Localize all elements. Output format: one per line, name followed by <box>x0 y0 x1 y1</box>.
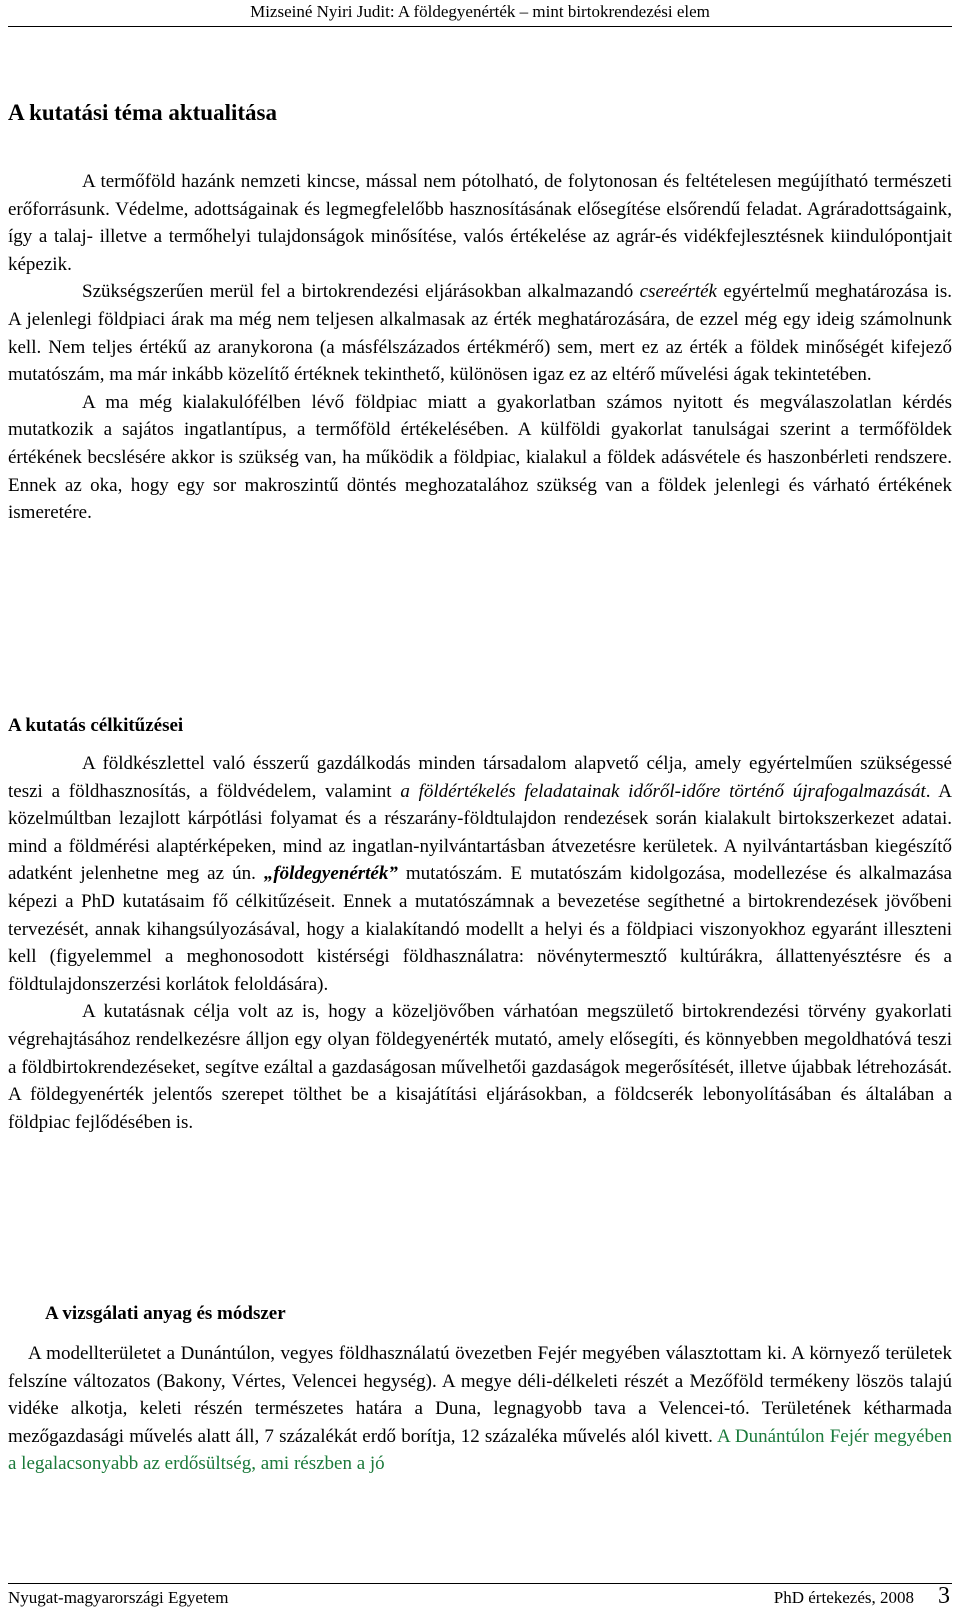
footer-rule <box>8 1583 952 1584</box>
page-number: 3 <box>938 1583 950 1609</box>
text-run: egyértelmű meghatározása is. A jelenlegi földpiaci árak ma még nem teljesen alkalmasak az érték meghatározására, de ezzel még egy ideig számolnunk kell. Nem teljes értékű az aranykorona (a másfélszázados értékmérő) sem, mert ez az érték a földek minőségét kifejező mutatószám, ma már inkább közelítő értéknek tekinthető, különösen igaz ez az eltérő művelési ágak tekintetében. <box>8 281 952 386</box>
header-rule <box>8 26 952 27</box>
section-heading-relevance: A kutatási téma aktualitása <box>8 100 277 125</box>
section-heading-objectives: A kutatás célkitűzései <box>8 715 184 736</box>
emphasis-phrase: a földértékelés feladatainak időről-időre történő újrafogalmazását <box>400 780 926 802</box>
footer-document-type: PhD értekezés, 2008 <box>773 1588 914 1607</box>
paragraph: A kutatásnak célja volt az is, hogy a közeljövőben várhatóan megszülető birtokrendezési törvény gyakorlati végrehajtásához rendelkezésre álljon egy olyan földegyenérték mutató, amely elősegíti, és könnyebben megoldhatóvá teszi a földbirtokrendezéseket, segítve ezáltal a gazdaságosan művelhetői gazdaságok megerősítését, illetve újabbak létrehozását. A földegyenérték jelentős szerepet tölthet be a kisajátítási eljárásokban, a földcserék lebonyolításában és általában a földpiac fejlődésében is. <box>8 1001 952 1133</box>
highlighted-text: A Dunántúlon Fejér megyében a legalacsonyabb az erdősültség, ami részben a jó <box>8 1425 952 1475</box>
paragraph: A termőföld hazánk nemzeti kincse, mással nem pótolható, de folytonosan és feltételesen megújítható természeti erőforrásunk. Védelme, adottságainak és legmegfelelőbb hasznosításának elősegítése elsőrendű feladat. Agráradottságaink, így a talaj- illetve a termőhelyi tulajdonságok minősítése, valós értékelése az agrár-és vidékfejlesztésnek kiindulópontjait képezik. <box>8 171 952 275</box>
emphasis-term: csereérték <box>639 281 717 303</box>
paragraph <box>8 1340 952 1478</box>
text-run: mutatószám. E mutatószám kidolgozása, modellezése és alkalmazása képezi a PhD kutatásaim fő célkitűzéseit. Ennek a mutatószámnak a bevezetése segíthetné a birtokrendezések jövőbeni tervezését, annak kihangsúlyozásával, hogy a kialakítandó modellt a helyi és a földpiaci viszonyokhoz egyaránt illeszteni kell (figyelemmel a meghonosodott kistérségi földhasználatra: növénytermesztő kultúrákra, állattenyésztésre és a földtulajdonszerzési korlátok feloldására). <box>8 863 952 995</box>
section-body-objectives <box>8 750 952 1136</box>
section-heading-materials-methods: A vizsgálati anyag és módszer <box>45 1303 286 1324</box>
section-body-materials-methods <box>8 1340 952 1478</box>
paragraph <box>8 750 952 998</box>
text-run: Szükségszerűen merül fel a birtokrendezési eljárásokban alkalmazandó <box>82 281 640 303</box>
paragraph: A ma még kialakulófélben lévő földpiac miatt a gyakorlatban számos nyitott és megválaszolatlan kérdés mutatkozik a sajátos ingatlantípus, a termőföld értékelésében. A külföldi gyakorlat tanulságai szerint a termőföldek értékének becslésére akkor is szükség van, ha működik a földpiac, kialakul a földek adásvétele és haszonbérleti rendszere. Ennek az oka, hogy egy sor makroszintű döntés meghozatalához szükség van a földek jelenlegi és várható értékének ismeretére. <box>8 391 952 524</box>
text-run: . A közelmúltban lezajlott kárpótlási folyamat és a részarány-földtulajdon rendezések során kialakult birtokszerkezet adatai. mind a földmérési alaptérképeken, mind az ingatlan-nyilvántartásban átvezetésre kerületek. A nyilvántartásban kiegészítő adatként jelenhetne meg az ún. <box>8 780 952 885</box>
running-header: Mizseiné Nyiri Judit: A földegyenérték – mint birtokrendezési elem <box>250 2 710 21</box>
paragraph <box>8 278 952 388</box>
text-run: A földkészlettel való ésszerű gazdálkodás minden társadalom alapvető célja, amely egyértelműen szükségessé teszi a földhasznosítás, a földvédelem, valamint <box>8 753 952 802</box>
section-body-relevance <box>8 168 952 527</box>
text-run: A modellterületet a Dunántúlon, vegyes földhasználatú övezetben Fejér megyében választottam ki. A környező területek felszíne változatos (Bakony, Vértes, Velencei hegység). A megye déli-délkeleti részét a Mezőföld termékeny löszös talajú vidéke alkotja, keleti részén természetes határa a Duna, legnagyobb tava a Velencei-tó. Területének kétharmada mezőgazdasági művelés alatt áll, 7 százalékát erdő borítja, 12 százaléka művelés alól kivett. <box>8 1343 952 1447</box>
footer-institution: Nyugat-magyarországi Egyetem <box>8 1588 229 1607</box>
key-term: „földegyenérték” <box>263 863 398 885</box>
